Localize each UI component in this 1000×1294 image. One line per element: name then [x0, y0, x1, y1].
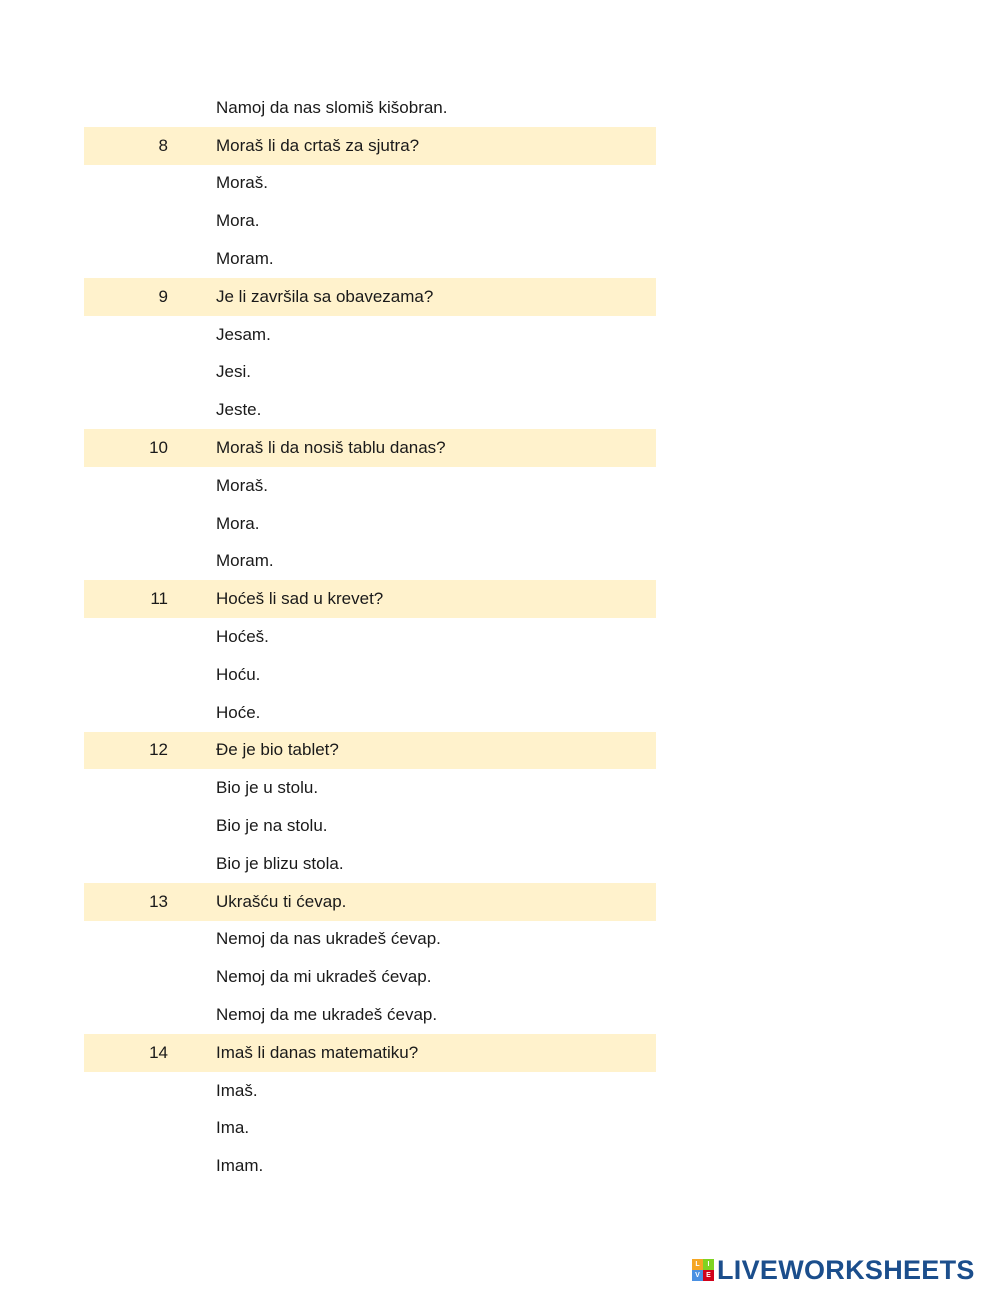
row-number: 9 [158, 286, 168, 306]
liveworksheets-logo [692, 1255, 975, 1285]
question-text: Je li završila sa obavezama? [216, 286, 434, 306]
answer-row [84, 354, 656, 392]
answer-text: Hoću. [216, 664, 261, 684]
answer-row [84, 202, 656, 240]
answer-row [84, 165, 656, 203]
answer-row [84, 316, 656, 354]
answer-row [84, 618, 656, 656]
answer-row [84, 1110, 656, 1148]
answer-row [84, 921, 656, 959]
answer-row [84, 845, 656, 883]
answer-text: Bio je blizu stola. [216, 853, 344, 873]
answer-text: Hoće. [216, 702, 261, 722]
row-number: 11 [150, 589, 168, 609]
answer-text: Mora. [216, 211, 260, 231]
answer-row [84, 505, 656, 543]
answer-row [84, 89, 656, 127]
answer-text: Moram. [216, 249, 274, 269]
row-number: 12 [149, 740, 168, 760]
answer-row [84, 958, 656, 996]
question-row [84, 883, 656, 921]
question-row [84, 278, 656, 316]
question-row [84, 732, 656, 770]
liveworksheets-mark-icon [692, 1259, 714, 1281]
answer-text: Hoćeš. [216, 627, 269, 647]
question-text: Moraš li da nosiš tablu danas? [216, 438, 446, 458]
answer-row [84, 996, 656, 1034]
question-text: Đe je bio tablet? [216, 740, 339, 760]
answer-row [84, 656, 656, 694]
answer-text: Jeste. [216, 400, 262, 420]
answer-text: Moraš. [216, 475, 268, 495]
row-number: 10 [149, 438, 168, 458]
answer-text: Nemoj da mi ukradeš ćevap. [216, 967, 432, 987]
question-text: Imaš li danas matematiku? [216, 1042, 419, 1062]
row-number: 13 [149, 891, 168, 911]
question-text: Hoćeš li sad u krevet? [216, 589, 384, 609]
logo-tile: L [692, 1259, 703, 1270]
answer-row [84, 1147, 656, 1185]
answer-row [84, 467, 656, 505]
answer-text: Jesi. [216, 362, 251, 382]
question-text: Moraš li da crtaš za sjutra? [216, 135, 420, 155]
answer-text: Namoj da nas slomiš kišobran. [216, 97, 448, 117]
answer-text: Jesam. [216, 324, 271, 344]
logo-tile: V [692, 1270, 703, 1281]
answer-row [84, 694, 656, 732]
answer-text: Imam. [216, 1156, 264, 1176]
brand-name: LIVEWORKSHEETS [717, 1254, 975, 1285]
answer-row [84, 543, 656, 581]
answer-row [84, 240, 656, 278]
logo-tile: I [703, 1259, 714, 1270]
answer-row [84, 807, 656, 845]
worksheet-table [84, 89, 656, 1185]
row-number: 8 [158, 135, 168, 155]
answer-text: Ima. [216, 1118, 250, 1138]
answer-text: Mora. [216, 513, 260, 533]
answer-row [84, 769, 656, 807]
answer-text: Imaš. [216, 1080, 258, 1100]
answer-row [84, 391, 656, 429]
answer-text: Bio je u stolu. [216, 778, 319, 798]
answer-text: Bio je na stolu. [216, 816, 328, 836]
question-row [84, 1034, 656, 1072]
question-row [84, 429, 656, 467]
row-number: 14 [149, 1042, 168, 1062]
answer-text: Moram. [216, 551, 274, 571]
question-row [84, 580, 656, 618]
question-row [84, 127, 656, 165]
answer-row [84, 1072, 656, 1110]
answer-text: Nemoj da me ukradeš ćevap. [216, 1005, 438, 1025]
logo-tile: E [703, 1270, 714, 1281]
answer-text: Nemoj da nas ukradeš ćevap. [216, 929, 441, 949]
question-text: Ukrašću ti ćevap. [216, 891, 347, 911]
answer-text: Moraš. [216, 173, 268, 193]
